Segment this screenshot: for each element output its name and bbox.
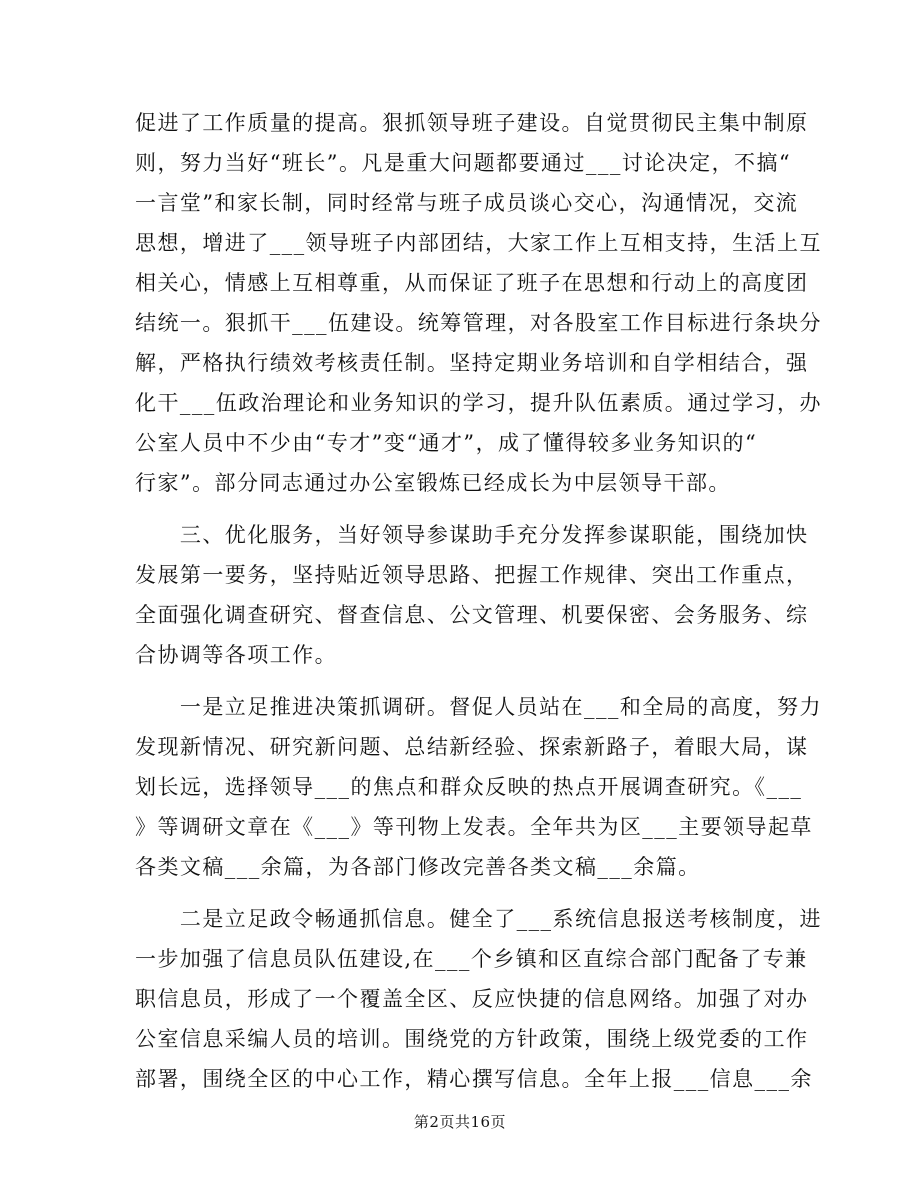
- body-text-line: 全面强化调查研究、督查信息、公文管理、机要保密、会务服务、综: [135, 603, 809, 627]
- body-text-line: 解，严格执行绩效考核责任制。坚持定期业务培训和自学相结合，强: [135, 351, 809, 375]
- body-text-line: 相关心，情感上互相尊重，从而保证了班子在思想和行动上的高度团: [135, 271, 809, 295]
- body-text-line: 》等调研文章在《___》等刊物上发表。全年共为区___主要领导起草: [135, 815, 813, 839]
- body-text-line: 结统一。狠抓干___伍建设。统筹管理，对各股室工作目标进行条块分: [135, 311, 822, 335]
- body-text-line: 促进了工作质量的提高。狠抓领导班子建设。自觉贯彻民主集中制原: [135, 111, 809, 135]
- body-text-line: 公室信息采编人员的培训。围绕党的方针政策，围绕上级党委的工作: [135, 1027, 809, 1051]
- body-text-line: 公室人员中不少由“专才”变“通才”，成了懂得较多业务知识的“: [135, 431, 758, 455]
- body-text-line: 发展第一要务，坚持贴近领导思路、把握工作规律、突出工作重点，: [135, 563, 809, 587]
- page-number-footer: 第2页共16页: [413, 1113, 507, 1131]
- body-text-line: 职信息员，形成了一个覆盖全区、反应快捷的信息网络。加强了对办: [135, 987, 809, 1011]
- body-text-line: 思想，增进了___领导班子内部团结，大家工作上互相支持，生活上互: [135, 231, 822, 255]
- body-text-line: 则，努力当好“班长”。凡是重大问题都要通过___讨论决定，不搞“: [135, 151, 792, 175]
- body-text-line: 一步加强了信息员队伍建设,在___个乡镇和区直综合部门配备了专兼: [135, 947, 808, 971]
- body-text-line: 行家”。部分同志通过办公室锻炼已经成长为中层领导干部。: [135, 471, 731, 495]
- body-text-line: 一是立足推进决策抓调研。督促人员站在___和全局的高度，努力: [135, 695, 822, 719]
- body-text-line: 一言堂”和家长制，同时经常与班子成员谈心交心，沟通情况，交流: [135, 191, 799, 215]
- body-text-line: 合协调等各项工作。: [135, 643, 338, 667]
- body-text-line: 部署，围绕全区的中心工作，精心撰写信息。全年上报___信息___余: [135, 1067, 813, 1091]
- body-text-line: 二是立足政令畅通抓信息。健全了___系统信息报送考核制度，进: [135, 907, 822, 931]
- body-text-line: 化干___伍政治理论和业务知识的学习，提升队伍素质。通过学习，办: [135, 391, 822, 415]
- body-text-line: 划长远，选择领导___的焦点和群众反映的热点开展调查研究。《___: [135, 775, 803, 799]
- body-text-line: 发现新情况、研究新问题、总结新经验、探索新路子，着眼大局，谋: [135, 735, 809, 759]
- body-text-line: 各类文稿___余篇，为各部门修改完善各类文稿___余篇。: [135, 855, 701, 879]
- body-text-line: 三、优化服务，当好领导参谋助手充分发挥参谋职能，围绕加快: [135, 523, 809, 547]
